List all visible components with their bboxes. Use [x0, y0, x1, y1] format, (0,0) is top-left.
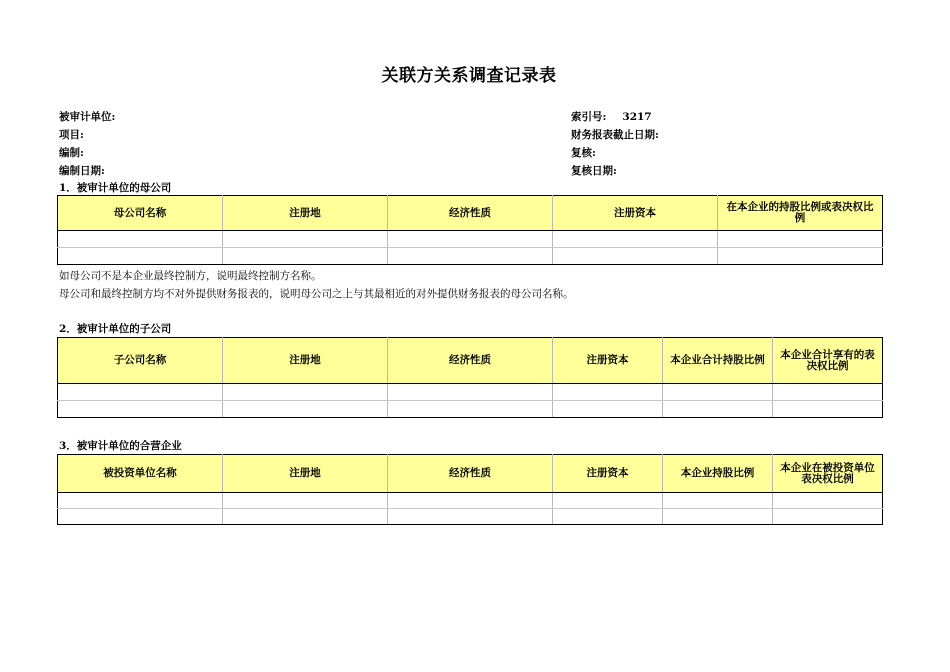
table-cell[interactable] [773, 493, 883, 509]
section-heading-joint-venture: 3．被审计单位的合营企业 [59, 440, 182, 452]
joint-venture-table [57, 454, 883, 525]
table-cell[interactable] [718, 248, 883, 265]
column-header: 在本企业的持股比例或表决权比例 [718, 196, 883, 231]
table-row [58, 493, 883, 509]
table-row [58, 248, 883, 265]
project-label: 项目: [59, 129, 84, 141]
table-cell[interactable] [388, 509, 553, 525]
table-cell[interactable] [388, 384, 553, 401]
column-header: 子公司名称 [58, 338, 223, 384]
table-cell[interactable] [663, 509, 773, 525]
preparer-label: 编制: [59, 147, 84, 159]
prepared-date-label: 编制日期: [59, 165, 105, 177]
table-header-row [58, 338, 883, 384]
page-title: 关联方关系调查记录表 [381, 66, 557, 86]
table-cell[interactable] [773, 509, 883, 525]
table-row [58, 231, 883, 248]
table-cell[interactable] [553, 493, 663, 509]
column-header: 注册地 [223, 455, 388, 493]
column-header: 经济性质 [388, 455, 553, 493]
column-header: 本企业合计享有的表决权比例 [773, 338, 883, 384]
column-header: 本企业合计持股比例 [663, 338, 773, 384]
column-header: 经济性质 [388, 196, 553, 231]
table-row [58, 401, 883, 418]
parent-note-1: 如母公司不是本企业最终控制方，说明最终控制方名称。 [59, 270, 322, 282]
table-cell[interactable] [388, 248, 553, 265]
review-date-label: 复核日期: [571, 165, 617, 177]
column-header: 本企业持股比例 [663, 455, 773, 493]
table-cell[interactable] [58, 509, 223, 525]
table-cell[interactable] [58, 248, 223, 265]
report-date-label: 财务报表截止日期: [571, 129, 659, 141]
index-field [571, 109, 652, 124]
table-cell[interactable] [663, 384, 773, 401]
table-cell[interactable] [663, 493, 773, 509]
table-header-row [58, 196, 883, 231]
table-row [58, 384, 883, 401]
table-cell[interactable] [58, 231, 223, 248]
section-heading-subsidiary: 2．被审计单位的子公司 [59, 323, 172, 335]
column-header: 母公司名称 [58, 196, 223, 231]
table-cell[interactable] [553, 384, 663, 401]
table-cell[interactable] [58, 401, 223, 418]
parent-note-2: 母公司和最终控制方均不对外提供财务报表的，说明母公司之上与其最相近的对外提供财务报表的母公司名称。 [59, 288, 574, 300]
table-cell[interactable] [663, 401, 773, 418]
table-cell[interactable] [223, 384, 388, 401]
section-heading-parent: 1．被审计单位的母公司 [59, 182, 172, 194]
subsidiary-table [57, 337, 883, 418]
parent-company-table [57, 195, 883, 265]
column-header: 本企业在被投资单位表决权比例 [773, 455, 883, 493]
table-cell[interactable] [553, 509, 663, 525]
column-header: 注册地 [223, 338, 388, 384]
table-cell[interactable] [773, 384, 883, 401]
auditee-label: 被审计单位: [59, 111, 116, 123]
table-cell[interactable] [553, 231, 718, 248]
table-cell[interactable] [58, 493, 223, 509]
column-header: 注册地 [223, 196, 388, 231]
table-cell[interactable] [223, 509, 388, 525]
table-cell[interactable] [223, 493, 388, 509]
table-cell[interactable] [58, 384, 223, 401]
table-cell[interactable] [388, 231, 553, 248]
column-header: 经济性质 [388, 338, 553, 384]
table-cell[interactable] [773, 401, 883, 418]
table-cell[interactable] [388, 493, 553, 509]
table-cell[interactable] [223, 401, 388, 418]
column-header: 注册资本 [553, 455, 663, 493]
reviewer-label: 复核: [571, 147, 596, 159]
column-header: 被投资单位名称 [58, 455, 223, 493]
table-cell[interactable] [718, 231, 883, 248]
table-header-row [58, 455, 883, 493]
index-label: 索引号: [571, 111, 607, 123]
column-header: 注册资本 [553, 338, 663, 384]
table-cell[interactable] [553, 401, 663, 418]
table-row [58, 509, 883, 525]
table-cell[interactable] [223, 248, 388, 265]
table-cell[interactable] [223, 231, 388, 248]
table-cell[interactable] [388, 401, 553, 418]
index-value: 3217 [622, 111, 652, 123]
column-header: 注册资本 [553, 196, 718, 231]
table-cell[interactable] [553, 248, 718, 265]
